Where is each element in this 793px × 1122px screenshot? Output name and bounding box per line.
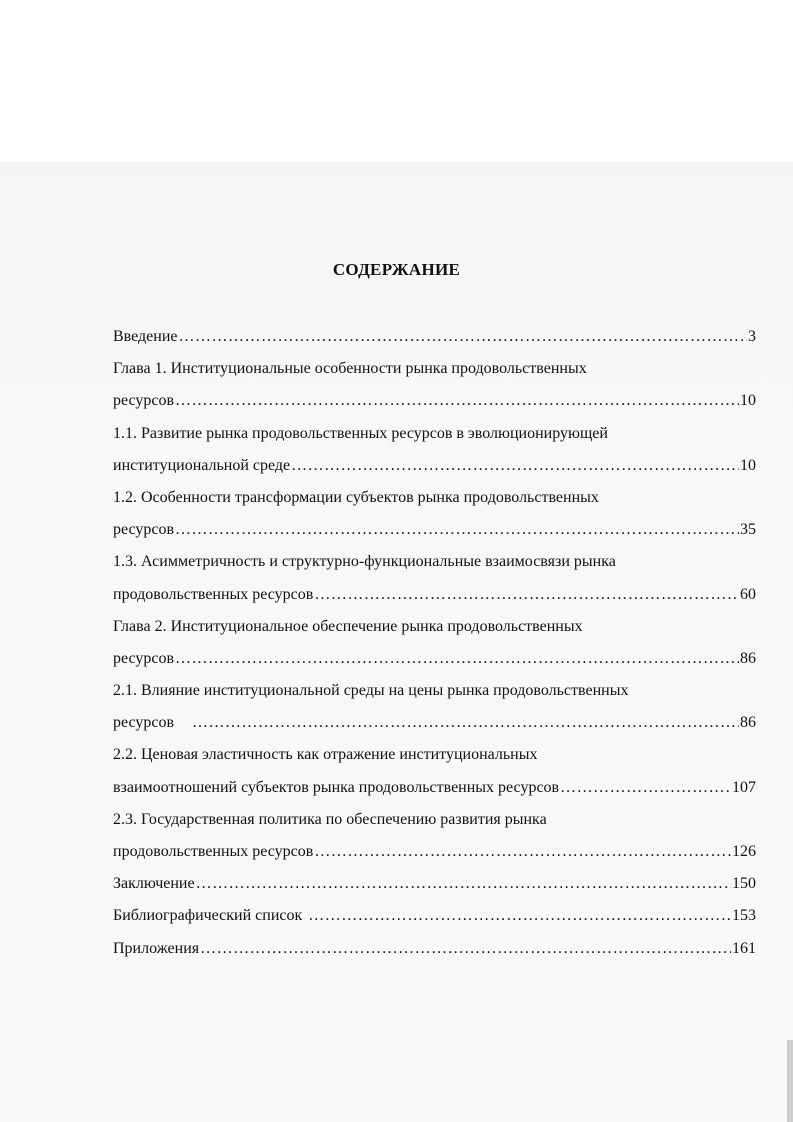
toc-entry-chapter-1-line-2 (113, 385, 756, 417)
toc-page-number: 86 (740, 649, 756, 667)
toc-entry-chapter-1-line-1 (113, 353, 756, 385)
toc-page-number: 35 (740, 521, 756, 539)
toc-page-number: 126 (732, 843, 756, 860)
dot-leader (179, 321, 748, 353)
toc-entry-section-1-2-line-2 (113, 514, 756, 546)
toc-entry-text: 2.3. Государственная политика по обеспечению развития рынка (113, 810, 547, 828)
toc-entry-section-1-1-line-1 (113, 418, 756, 450)
toc-entry-section-1-2-line-1 (113, 482, 756, 514)
toc-entry-text: 1.2. Особенности трансформации субъектов рынка продовольственных (113, 488, 599, 506)
toc-page-number: 10 (740, 392, 756, 410)
toc-entry-text: Глава 1. Институциональные особенности рынка продовольственных (113, 360, 587, 378)
toc-page-number: 150 (732, 875, 756, 893)
toc-entry-introduction (113, 321, 756, 353)
toc-entry-section-2-2-line-2 (113, 772, 756, 804)
toc-page-number: 3 (748, 328, 756, 345)
toc-entry-section-2-3-line-1 (113, 804, 756, 836)
toc-page-number: 10 (740, 456, 756, 474)
toc-entry-chapter-2-line-1 (113, 611, 756, 643)
toc-entry-section-2-1-line-1 (113, 675, 756, 707)
toc-entry-text: Приложения (113, 939, 200, 957)
toc-entry-text: Глава 2. Институциональное обеспечение рынка продовольственных (113, 617, 583, 635)
toc-entry-text: институциональной среде (113, 456, 291, 474)
toc-entry-text: продовольственных ресурсов (113, 585, 314, 603)
table-of-contents (113, 321, 756, 965)
dot-leader (314, 579, 739, 611)
toc-entry-text: ресурсов (113, 392, 175, 410)
toc-entry-text: 1.1. Развитие рынка продовольственных ресурсов в эволюционирующей (113, 424, 608, 442)
dot-leader (308, 900, 731, 932)
dot-leader (196, 868, 731, 900)
toc-entry-chapter-2-line-2 (113, 643, 756, 675)
dot-leader (175, 643, 739, 675)
dot-leader (192, 707, 739, 739)
page-title: СОДЕРЖАНИЕ (332, 260, 461, 279)
toc-entry-text: Заключение (113, 875, 195, 893)
dot-leader (200, 933, 731, 965)
toc-entry-text: взаимоотношений субъектов рынка продовольственных ресурсов (113, 778, 560, 796)
toc-entry-text: 2.2. Ценовая эластичность как отражение институциональных (113, 746, 538, 764)
toc-entry-text: ресурсов (113, 714, 175, 732)
toc-entry-text: Библиографический список (113, 907, 303, 925)
toc-page-number: 161 (732, 939, 756, 957)
toc-page-number: 60 (740, 585, 756, 603)
dot-leader (560, 772, 731, 804)
toc-entry-text: 1.3. Асимметричность и структурно-функциональные взаимосвязи рынка (113, 553, 616, 571)
toc-entry-text: ресурсов (113, 649, 175, 667)
dot-leader (175, 385, 739, 417)
toc-page-number: 86 (740, 714, 756, 732)
scan-edge-shadow (787, 1040, 793, 1122)
toc-page-number: 107 (732, 778, 756, 796)
toc-entry-bibliography (113, 900, 756, 932)
dot-leader (175, 514, 739, 546)
dot-leader (291, 450, 739, 482)
toc-entry-conclusion (113, 868, 756, 900)
toc-entry-section-2-3-line-2 (113, 836, 756, 868)
toc-entry-text: ресурсов (113, 521, 175, 539)
toc-entry-section-1-1-line-2 (113, 450, 756, 482)
dot-leader (314, 836, 731, 868)
toc-entry-section-2-2-line-1 (113, 739, 756, 771)
toc-entry-text: Введение (113, 328, 178, 345)
toc-entry-section-2-1-line-2 (113, 707, 756, 739)
toc-entry-text: 2.1. Влияние институциональной среды на цены рынка продовольственных (113, 682, 629, 700)
toc-entry-section-1-3-line-1 (113, 546, 756, 578)
toc-page-number: 153 (732, 907, 756, 925)
toc-entry-appendices (113, 933, 756, 965)
toc-entry-section-1-3-line-2 (113, 579, 756, 611)
toc-entry-text: продовольственных ресурсов (113, 843, 314, 860)
